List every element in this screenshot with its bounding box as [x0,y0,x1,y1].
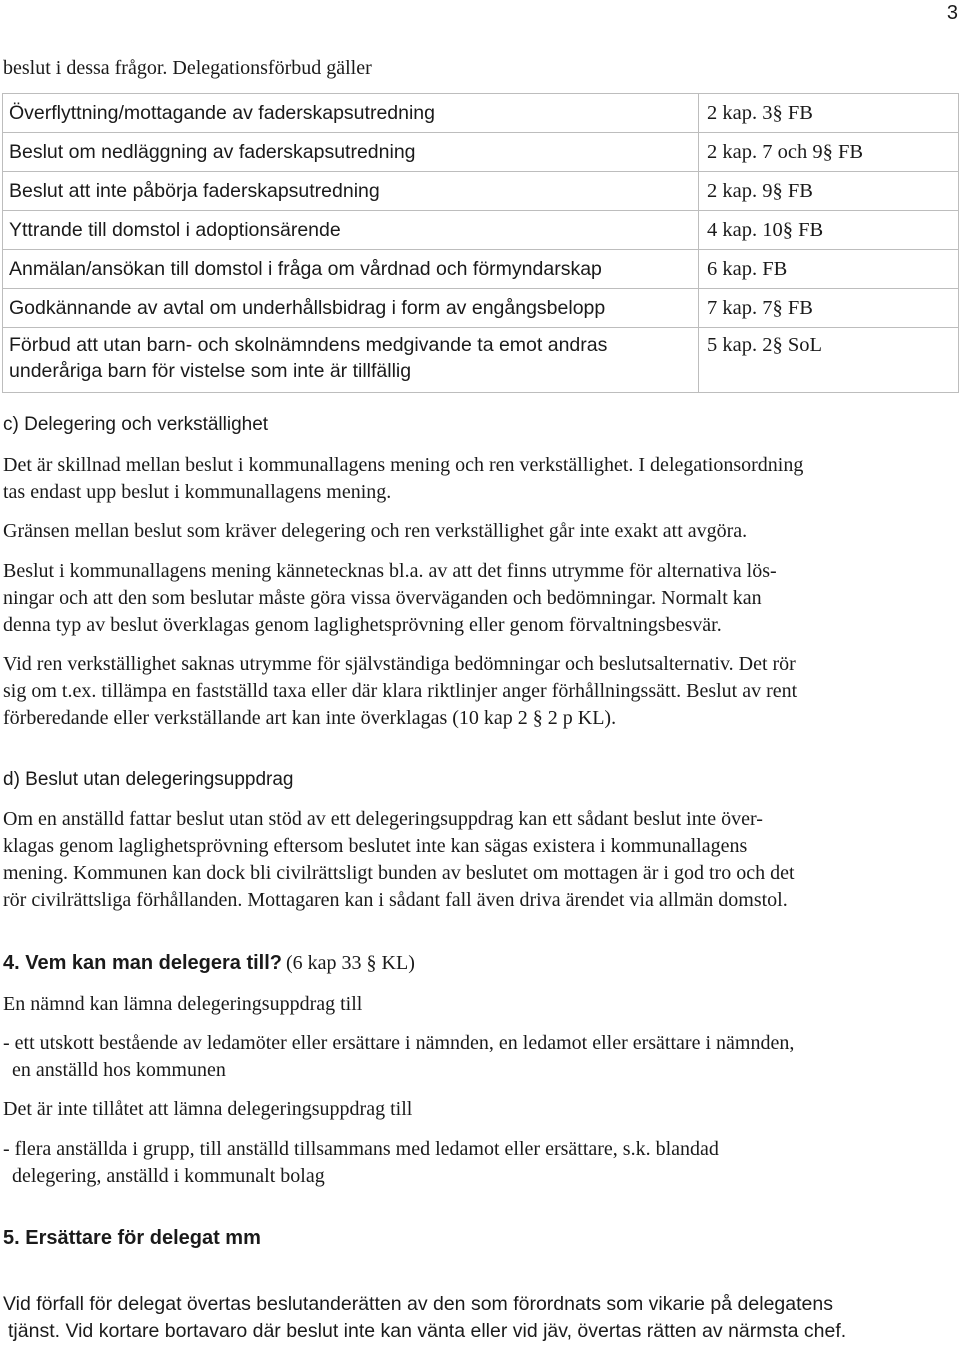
table-row [3,250,959,289]
section-c-paragraph [3,558,955,639]
text-line: Om en anställd fattar beslut utan stöd av ett delegeringsuppdrag kan ett sådant beslut inte över- [3,808,763,830]
matter-cell: Yttrande till domstol i adoptionsärende [3,211,699,250]
section-4-heading [3,952,955,975]
section-4-title: 4. Vem kan man delegera till? [3,952,283,974]
text-line: klagas genom laglighetsprövning eftersom beslutet inte kan sägas existera i kommunallagens [3,835,748,857]
text-line: denna typ av beslut överklagas genom laglighetsprövning eller genom förvaltningsbesvär. [3,614,722,636]
allowed-item [3,1030,955,1084]
matter-cell: Beslut att inte påbörja faderskapsutredning [3,172,699,211]
text-line: delegering, anställd i kommunalt bolag [12,1165,325,1187]
section-c-paragraph [3,651,955,732]
matter-cell: Anmälan/ansökan till domstol i fråga om vårdnad och förmyndarskap [3,250,699,289]
table-row [3,94,959,133]
text-line: Gränsen mellan beslut som kräver delegering och ren verkställighet går inte exakt att avgöra. [3,520,748,542]
table-row [3,328,959,393]
reference-cell: 2 kap. 9§ FB [699,172,959,211]
matter-cell: Överflyttning/mottagande av faderskapsutredning [3,94,699,133]
section-4-reference: (6 kap 33 § KL) [286,952,415,974]
text-line: rör civilrättsliga förhållanden. Mottagaren kan i sådant fall även driva ärendet via allmän domstol. [3,889,788,911]
table-row [3,289,959,328]
reference-cell: 5 kap. 2§ SoL [699,328,959,393]
text-line: Vid ren verkställighet saknas utrymme för självständiga bedömningar och beslutsalternativ. Det rör [3,653,796,675]
page-number: 3 [946,2,958,24]
delegation-ban-table [2,93,959,393]
text-line: sig om t.ex. tillämpa en fastställd taxa eller där klara riktlinjer anger förhållningssätt. Beslut av rent [3,680,798,702]
table-row [3,172,959,211]
text-line: Vid förfall för delegat övertas beslutanderätten av den som förordnats som vikarie på delegatens [3,1293,833,1315]
text-line: tas endast upp beslut i kommunallagens mening. [3,481,392,503]
matter-cell [3,328,699,393]
text-line: tjänst. Vid kortare bortavaro där beslut inte kan vänta eller vid jäv, övertas rätten av närmsta chef. [8,1320,847,1342]
text-line: - flera anställda i grupp, till anställd tillsammans med ledamot eller ersättare, s.k. blandad [3,1138,719,1160]
reference-cell: 6 kap. FB [699,250,959,289]
matter-cell: Godkännande av avtal om underhållsbidrag i form av engångsbelopp [3,289,699,328]
section-5-heading: 5. Ersättare för delegat mm [3,1227,261,1249]
section-c-paragraph [3,452,955,506]
allowed-intro: En nämnd kan lämna delegeringsuppdrag till [3,993,363,1015]
section-c-paragraph [3,518,955,545]
section-c-heading: c) Delegering och verkställighet [3,414,269,435]
forbidden-intro: Det är inte tillåtet att lämna delegeringsuppdrag till [3,1098,413,1120]
reference-cell: 2 kap. 7 och 9§ FB [699,133,959,172]
text-line: - ett utskott bestående av ledamöter eller ersättare i nämnden, en ledamot eller ersättare i nämnden, [3,1032,795,1054]
reference-cell: 7 kap. 7§ FB [699,289,959,328]
text-line: en anställd hos kommunen [12,1059,226,1081]
text-line: ningar och att den som beslutar måste göra vissa överväganden och bedömningar. Normalt kan [3,587,762,609]
section-5-paragraph [3,1291,955,1345]
matter-line: Förbud att utan barn- och skolnämndens medgivande ta emot andras [9,334,608,356]
reference-cell: 4 kap. 10§ FB [699,211,959,250]
text-line: mening. Kommunen kan dock bli civilrättsligt bunden av beslutet om mottagen är i god tro och det [3,862,795,884]
intro-line: beslut i dessa frågor. Delegationsförbud gäller [3,57,372,79]
matter-cell: Beslut om nedläggning av faderskapsutredning [3,133,699,172]
reference-cell: 2 kap. 3§ FB [699,94,959,133]
text-line: Beslut i kommunallagens mening kännetecknas bl.a. av att det finns utrymme för alternativa lös- [3,560,777,582]
text-line: Det är skillnad mellan beslut i kommunallagens mening och ren verkställighet. I delegationsordning [3,454,804,476]
matter-line: underåriga barn för vistelse som inte är tillfällig [9,360,412,382]
section-d-heading: d) Beslut utan delegeringsuppdrag [3,769,294,790]
forbidden-item [3,1136,955,1190]
table-row [3,133,959,172]
table-row [3,211,959,250]
section-d-paragraph [3,806,955,914]
text-line: förberedande eller verkställande art kan inte överklagas (10 kap 2 § 2 p KL). [3,707,617,729]
